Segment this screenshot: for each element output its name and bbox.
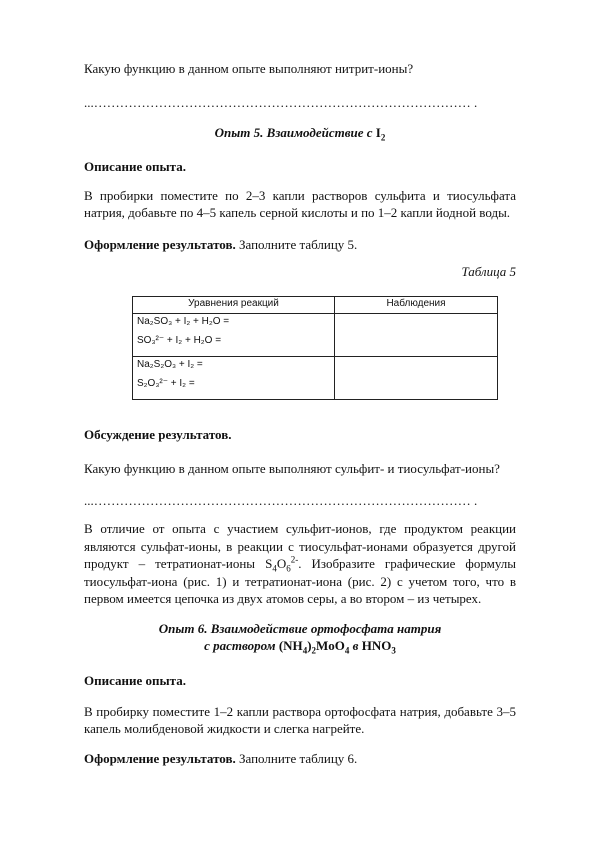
- description-heading-2: Описание опыта.: [84, 673, 186, 688]
- equations-cell-sulfite: [133, 314, 335, 357]
- results-text-2: Заполните таблицу 6.: [235, 751, 358, 766]
- paragraph-part-2: . Изобразите графические формулы тиосульфат-иона (рис. 1) и тетратионат-иона (рис. 2) с учетом того, что в первом имеется цепочка из двух атомов серы, а во втором – из четырех.: [84, 556, 516, 606]
- answer-dots-2: ...…………………………………………………………………………… .: [84, 493, 478, 508]
- exp6-formula-c: MoO: [316, 638, 345, 653]
- results-heading-1: Оформление результатов.: [84, 237, 236, 252]
- equation-thiosulfate-molecular: Na₂S₂O₃ + I₂ =: [137, 359, 203, 370]
- results-instruction-2: [84, 750, 516, 767]
- exp6-formula-b: ): [307, 638, 312, 653]
- table-5-caption: Таблица 5: [461, 264, 516, 279]
- equation-sulfite-ionic: SO₃²⁻ + I₂ + H₂O =: [137, 335, 222, 346]
- exp6-sub-c: 4: [344, 645, 350, 656]
- description-heading-1: Описание опыта.: [84, 159, 186, 174]
- header-equations: Уравнения реакций: [133, 297, 335, 314]
- exp6-line2-pre: с раствором: [204, 638, 279, 653]
- description-text-1: В пробирки поместите по 2–3 капли растворов сульфита и тиосульфата натрия, добавьте по 4–5 капель серной кислоты и по 1–2 капли йодной воды.: [84, 188, 516, 220]
- exp6-sub-d: 3: [391, 645, 396, 656]
- question-nitrite: Какую функцию в данном опыте выполняют нитрит-ионы?: [84, 61, 414, 76]
- experiment-5-title-text: Опыт 5. Взаимодействие с: [214, 125, 376, 140]
- exp6-sub-b: 2: [311, 645, 317, 656]
- observations-cell-thiosulfate: [335, 357, 498, 400]
- observations-cell-sulfite: [335, 314, 498, 357]
- table-row: [133, 314, 498, 357]
- exp6-formula-d: HNO: [361, 638, 392, 653]
- table-row: [133, 357, 498, 400]
- paragraph-part-1: В отличие от опыта с участием сульфит-ионов, где продуктом реакции являются сульфат-ионы, в реакции с тиосульфат-ионами образуется другой продукт – тетратионат-ионы S: [84, 521, 516, 571]
- discussion-paragraph: [84, 520, 516, 608]
- results-instruction-1: [84, 236, 516, 253]
- experiment-6-title-line-2: [84, 637, 516, 654]
- question-sulfite-thiosulfate: Какую функцию в данном опыте выполняют сульфит- и тиосульфат-ионы?: [84, 461, 500, 476]
- experiment-5-title-subscript: 2: [380, 132, 386, 143]
- table-header-row: [133, 297, 498, 314]
- experiment-6-title-line-1: Опыт 6. Взаимодействие ортофосфата натрия: [158, 621, 442, 636]
- results-text-1: Заполните таблицу 5.: [235, 237, 358, 252]
- results-heading-2: Оформление результатов.: [84, 751, 236, 766]
- experiment-5-title-formula: I: [375, 125, 381, 140]
- table-5: [132, 296, 498, 400]
- equation-sulfite-molecular: Na₂SO₃ + I₂ + H₂O =: [137, 316, 230, 327]
- exp6-line2-mid: в: [349, 638, 362, 653]
- exp6-formula-a: (NH: [278, 638, 303, 653]
- experiment-5-title: [84, 124, 516, 141]
- answer-dots-1: ...…………………………………………………………………………… .: [84, 95, 478, 110]
- description-text-2: В пробирку поместите 1–2 капли раствора ортофосфата натрия, добавьте 3–5 капель молибденовой жидкости и слегка нагрейте.: [84, 704, 516, 736]
- equation-thiosulfate-ionic: S₂O₃²⁻ + I₂ =: [137, 378, 195, 389]
- discussion-heading: Обсуждение результатов.: [84, 427, 232, 442]
- equations-cell-thiosulfate: [133, 357, 335, 400]
- exp6-sub-a: 4: [302, 645, 308, 656]
- formula-subscript-1: 4: [272, 563, 277, 574]
- header-observations: Наблюдения: [335, 297, 498, 314]
- formula-subscript-2: 6: [286, 563, 291, 574]
- formula-charge: 2-: [290, 554, 299, 565]
- formula-oxygen: O: [276, 556, 287, 571]
